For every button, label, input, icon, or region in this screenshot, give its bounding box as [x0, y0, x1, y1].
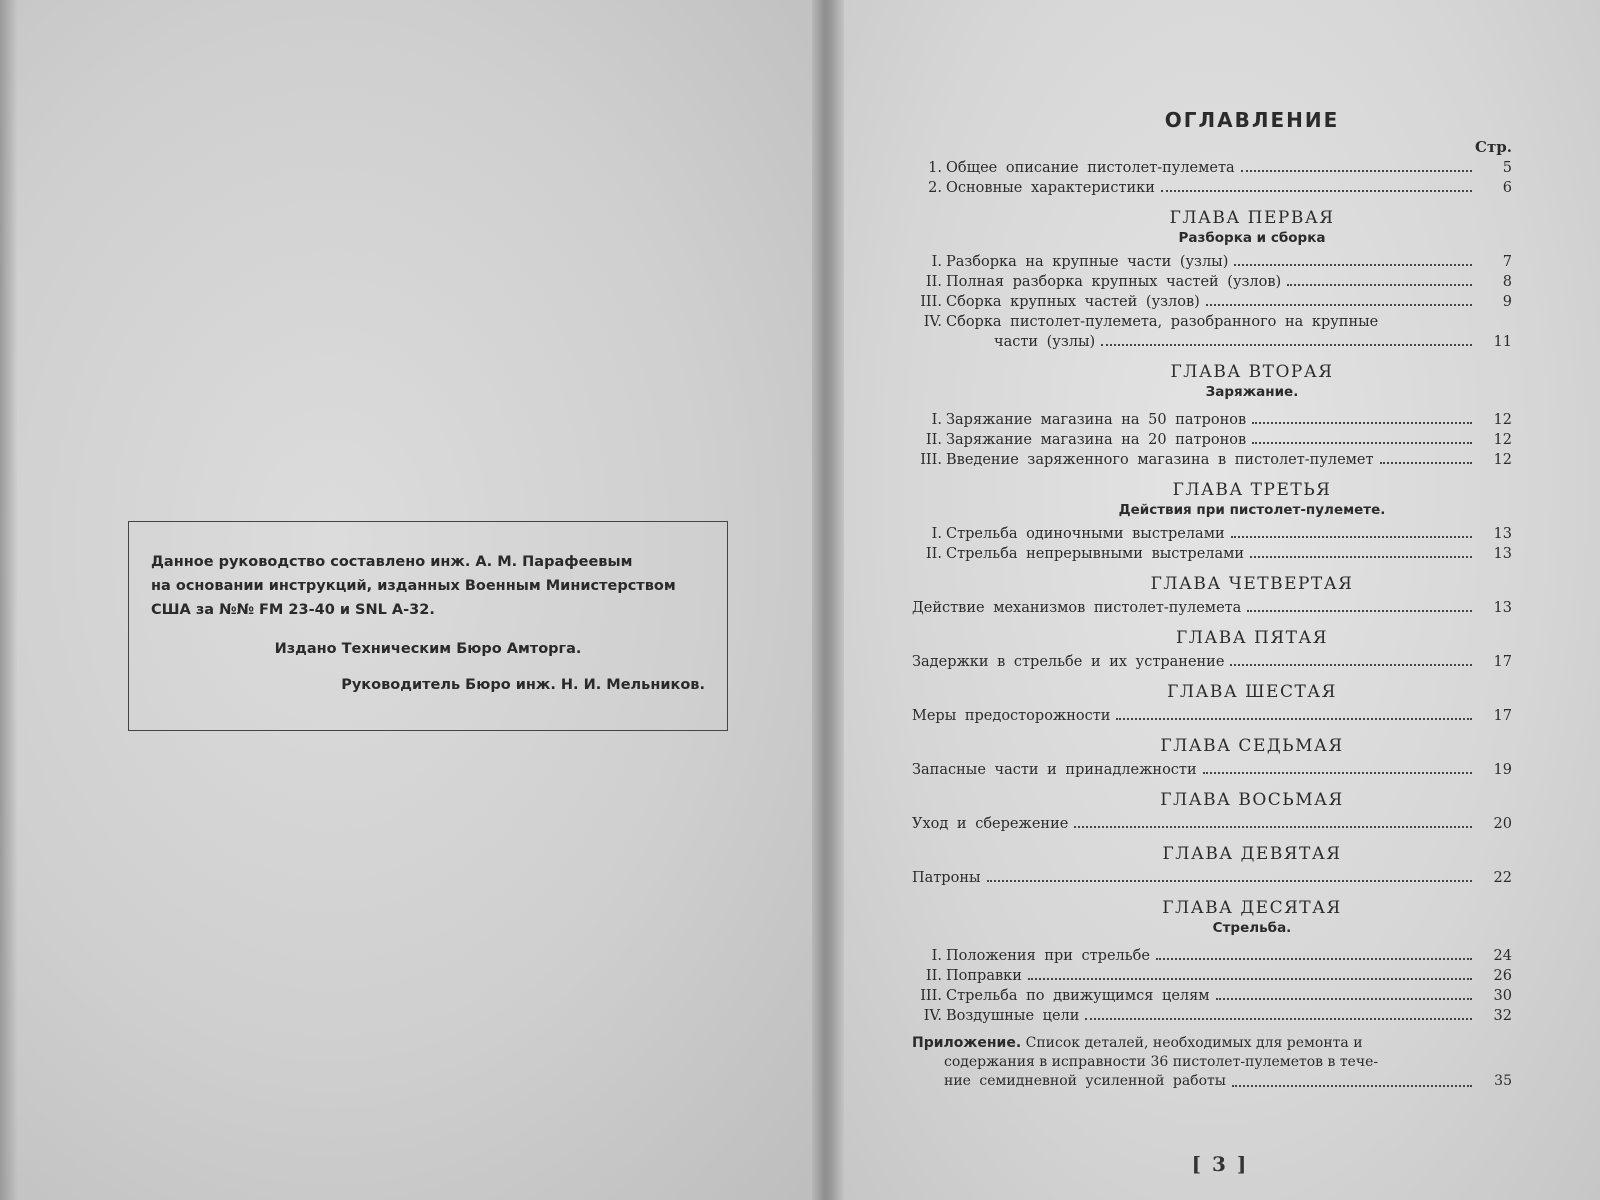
page-column-label: Стр. [1475, 138, 1512, 156]
dot-leader [1384, 325, 1506, 326]
dot-leader [1231, 536, 1472, 538]
entry-number: 2. [928, 180, 942, 196]
toc-entry [912, 522, 1512, 542]
chapter-subtitle: Действия при пистолет-пулемете. [1118, 502, 1386, 518]
table-of-contents [912, 108, 1512, 1091]
dot-leader [1247, 610, 1472, 612]
entry-page: 6 [1502, 180, 1512, 196]
entry-page: 32 [1493, 1008, 1512, 1024]
entry-number: II. [925, 546, 942, 562]
toc-entry [912, 812, 1512, 832]
entry-number: II. [925, 274, 942, 290]
appendix-row [912, 1034, 1512, 1053]
appendix-text-line-1: Список деталей, необходимых для ремонта и [1025, 1035, 1363, 1051]
entry-title: Положения при стрельбе [946, 948, 1150, 964]
chapter-heading: ГЛАВА ПЯТАЯ [1175, 628, 1329, 648]
entry-page: 17 [1493, 654, 1512, 670]
page-number: [ 3 ] [1191, 1152, 1249, 1176]
entry-title: Стрельба одиночными выстрелами [946, 526, 1225, 542]
entry-number: III. [920, 452, 942, 468]
entry-title: части (узлы) [994, 334, 1096, 350]
dot-leader [1380, 462, 1472, 464]
entry-title: Патроны [912, 870, 981, 886]
chapter-heading: ГЛАВА ДЕСЯТАЯ [1162, 898, 1342, 918]
toc-entry [912, 250, 1512, 270]
toc-entry [912, 428, 1512, 448]
chapter-subtitle: Стрельба. [1212, 920, 1292, 936]
imprint-line-1: Данное руководство составлено инж. А. М. Парафеевым [151, 554, 633, 570]
toc-entry [912, 944, 1512, 964]
entry-number: IV. [923, 1008, 942, 1024]
entry-title: Действие механизмов пистолет-пулемета [912, 600, 1242, 616]
entry-page: 8 [1502, 274, 1512, 290]
toc-entry [912, 866, 1512, 886]
entry-page: 19 [1493, 762, 1512, 778]
entry-number: IV. [923, 314, 942, 330]
toc-entry [912, 156, 1512, 176]
appendix-text-line-3: ние семидневной усиленной работы [944, 1073, 1226, 1089]
dot-leader [1116, 718, 1472, 720]
imprint-box [128, 521, 728, 731]
entry-title: Уход и сбережение [912, 816, 1069, 832]
entry-title: Запасные части и принадлежности [912, 762, 1197, 778]
dot-leader [1230, 664, 1472, 666]
entry-page: 5 [1502, 160, 1512, 176]
appendix-text-line-2: содержания в исправности 36 пистолет-пулеметов в тече- [944, 1054, 1379, 1070]
dot-leader [1232, 1085, 1472, 1087]
imprint-publisher: Издано Техническим Бюро Амторга. [274, 641, 582, 657]
imprint-paragraph [151, 550, 705, 622]
entry-title: Заряжание магазина на 50 патронов [946, 412, 1247, 428]
chapter-heading: ГЛАВА ВОСЬМАЯ [1160, 790, 1344, 810]
entry-title: Введение заряженного магазина в пистолет-пулемет [946, 452, 1374, 468]
appendix-row [912, 1053, 1512, 1072]
entry-page: 13 [1493, 600, 1512, 616]
dot-leader [987, 880, 1472, 882]
chapter-heading: ГЛАВА ЧЕТВЕРТАЯ [1150, 574, 1354, 594]
toc-entry [912, 310, 1512, 330]
entry-page: 9 [1502, 294, 1512, 310]
entry-title: Стрельба по движущимся целям [946, 988, 1210, 1004]
entry-number: II. [925, 968, 942, 984]
appendix-row [912, 1072, 1512, 1091]
entry-title: Сборка пистолет-пулемета, разобранного на крупные [946, 314, 1379, 330]
entry-page: 11 [1493, 334, 1512, 350]
entry-title: Стрельба непрерывными выстрелами [946, 546, 1245, 562]
entry-title: Сборка крупных частей (узлов) [946, 294, 1200, 310]
entry-title: Общее описание пистолет-пулемета [946, 160, 1235, 176]
entry-page: 26 [1493, 968, 1512, 984]
dot-leader [1252, 422, 1472, 424]
entry-number: III. [920, 294, 942, 310]
appendix-entry [912, 1034, 1512, 1091]
dot-leader [1241, 170, 1472, 172]
entry-page: 35 [1494, 1073, 1512, 1089]
entry-title: Заряжание магазина на 20 патронов [946, 432, 1247, 448]
entry-page: 12 [1493, 452, 1512, 468]
toc-entry [912, 176, 1512, 196]
chapter-heading: ГЛАВА ДЕВЯТАЯ [1162, 844, 1342, 864]
entry-number: 1. [928, 160, 942, 176]
chapter-heading: ГЛАВА ПЕРВАЯ [1169, 208, 1335, 228]
dot-leader [1161, 190, 1472, 192]
entry-title: Поправки [946, 968, 1022, 984]
entry-page: 24 [1493, 948, 1512, 964]
toc-entry-continuation [912, 330, 1512, 350]
entry-title: Разборка на крупные части (узлы) [946, 254, 1229, 270]
entry-number: III. [920, 988, 942, 1004]
appendix-label: Приложение. [912, 1035, 1022, 1051]
chapter-subtitle: Разборка и сборка [1178, 230, 1326, 246]
dot-leader [1203, 772, 1472, 774]
toc-entry [912, 290, 1512, 310]
toc-entry [912, 984, 1512, 1004]
toc-title: ОГЛАВЛЕНИЕ [1164, 108, 1340, 132]
entry-page: 13 [1493, 546, 1512, 562]
entry-number: I. [931, 948, 942, 964]
entry-number: I. [931, 254, 942, 270]
entry-title: Задержки в стрельбе и их устранение [912, 654, 1225, 670]
dot-leader [1074, 826, 1472, 828]
entry-page: 22 [1493, 870, 1512, 886]
entry-page: 12 [1493, 432, 1512, 448]
entry-page: 30 [1493, 988, 1512, 1004]
dot-leader [1216, 998, 1472, 1000]
entry-page: 7 [1502, 254, 1512, 270]
chapter-heading: ГЛАВА СЕДЬМАЯ [1160, 736, 1344, 756]
entry-title: Воздушные цели [946, 1008, 1080, 1024]
toc-entry [912, 270, 1512, 290]
chapter-heading: ГЛАВА ТРЕТЬЯ [1172, 480, 1332, 500]
toc-entry [912, 596, 1512, 616]
entry-number: I. [931, 412, 942, 428]
dot-leader [1206, 304, 1472, 306]
toc-entry [912, 964, 1512, 984]
entry-page: 13 [1493, 526, 1512, 542]
imprint-line-3: США за №№ FM 23-40 и SNL A-32. [151, 602, 435, 618]
entry-title: Меры предосторожности [912, 708, 1111, 724]
entry-number: I. [931, 526, 942, 542]
entry-title: Основные характеристики [946, 180, 1155, 196]
toc-entry [912, 542, 1512, 562]
entry-page: 17 [1493, 708, 1512, 724]
dot-leader [1287, 284, 1472, 286]
dot-leader [1252, 442, 1472, 444]
entry-number: II. [925, 432, 942, 448]
entry-page: 12 [1493, 412, 1512, 428]
chapter-subtitle: Заряжание. [1205, 384, 1299, 400]
dot-leader [1234, 264, 1472, 266]
dot-leader [1156, 958, 1472, 960]
imprint-line-2: на основании инструкций, изданных Военным Министерством [151, 578, 676, 594]
toc-entry [912, 448, 1512, 468]
entry-title: Полная разборка крупных частей (узлов) [946, 274, 1282, 290]
chapter-heading: ГЛАВА ВТОРАЯ [1170, 362, 1334, 382]
left-page-edge [0, 0, 18, 1200]
toc-entry [912, 704, 1512, 724]
toc-entry [912, 408, 1512, 428]
toc-entry [912, 758, 1512, 778]
dot-leader [1101, 344, 1472, 346]
imprint-bureau-head: Руководитель Бюро инж. Н. И. Мельников. [341, 677, 705, 693]
dot-leader [1250, 556, 1472, 558]
toc-entry [912, 1004, 1512, 1024]
dot-leader [1028, 978, 1472, 980]
entry-page: 20 [1493, 816, 1512, 832]
chapter-heading: ГЛАВА ШЕСТАЯ [1167, 682, 1337, 702]
toc-entry [912, 650, 1512, 670]
dot-leader [1085, 1018, 1472, 1020]
book-gutter [812, 0, 844, 1200]
